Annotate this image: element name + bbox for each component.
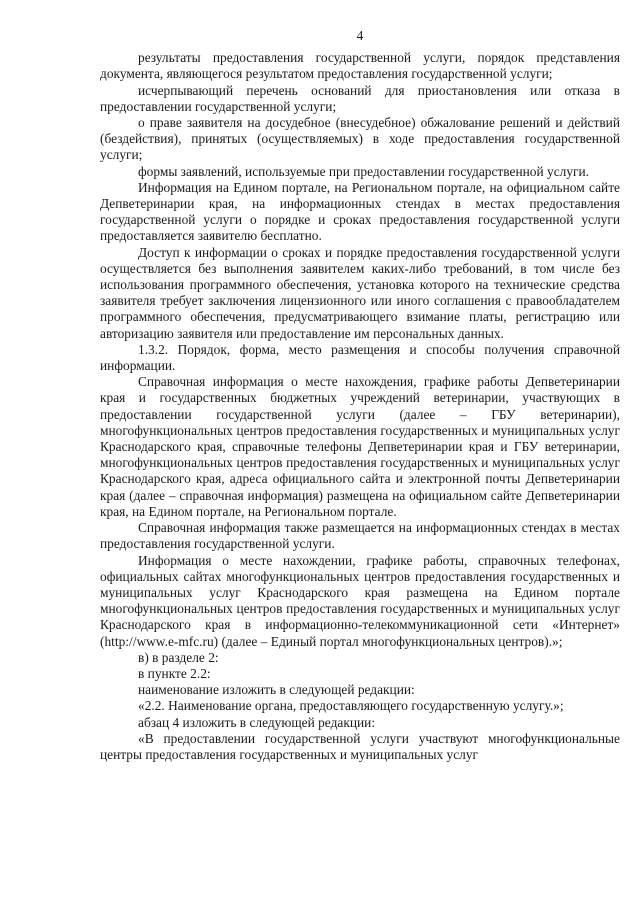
paragraph-title-edit: наименование изложить в следующей редакции: bbox=[138, 682, 415, 698]
paragraph-section-1-3-2: 1.3.2. Порядок, форма, место размещения и способы получения справочной информации. bbox=[100, 341, 620, 374]
paragraph-results: результаты предоставления государственной услуги, порядок представления документа, являющегося результатом предоставления государственной услуги; bbox=[100, 50, 620, 82]
paragraph-refusal-grounds: исчерпывающий перечень оснований для приостановления или отказа в предоставлении государственной услуги; bbox=[100, 82, 620, 114]
paragraph-reference-info: Справочная информация о месте нахождения, графике работы Депветеринарии края и государственных бюджетных учреждений ветеринарии, участвующих в предоставлении государственной услуги (далее – ГБУ ветеринарии), многофункциональных центров предоставления государственных и муниципальных услуг Краснодарского края, справочные телефоны Депветеринарии края и ГБУ ветеринарии, многофункциональных центров предоставления государственных и муниципальных услуг Краснодарского края, адреса официального сайта и электронной почты Депветеринарии края (далее – справочная информация) размещена на официальном сайте Депветеринарии края, на Едином портале, на Региональном портале. bbox=[100, 374, 620, 519]
paragraph-application-forms: формы заявлений, используемые при предоставлении государственной услуги. bbox=[138, 163, 590, 179]
page-number: 4 bbox=[356, 28, 364, 43]
paragraph-access-conditions: Доступ к информации о сроках и порядке предоставления государственной услуги осуществляется без выполнения заявителем каких-либо требований, в том числе без использования программного обеспечения, установка которого на технические средства заявителя требует заключения лицензионного или иного соглашения с правообладателем программного обеспечения, предусматривающего взимание платы, регистрацию или авторизацию заявителя или предоставление им персональных данных. bbox=[100, 244, 620, 341]
paragraph-section-2: в) в разделе 2: bbox=[138, 649, 219, 665]
paragraph-item-2-2: в пункте 2.2: bbox=[138, 665, 211, 681]
paragraph-abzac-4: абзац 4 изложить в следующей редакции: bbox=[138, 714, 376, 730]
paragraph-mfc-participation: «В предоставлении государственной услуги участвуют многофункциональные центры предоставления государственных и муниципальных услуг bbox=[100, 730, 620, 762]
document-page bbox=[100, 28, 620, 763]
paragraph-appeal-right: о праве заявителя на досудебное (внесудебное) обжалование решений и действий (бездействия), принятых (осуществляемых) в ходе предоставления государственной услуги; bbox=[100, 115, 620, 163]
paragraph-free-information: Информация на Едином портале, на Региональном портале, на официальном сайте Депветеринарии края, на информационных стендах в местах предоставления государственной услуги о порядке и сроках предоставления государственной услуги предоставляется заявителю бесплатно. bbox=[100, 179, 620, 244]
paragraph-mfc-info: Информация о месте нахождении, графике работы, справочных телефонах, официальных сайтах многофункциональных центров предоставления государственных и муниципальных услуг Краснодарского края размещена на Едином портале многофункциональных центров предоставления государственных и муниципальных услуг Краснодарского края в информационно-телекоммуникационной сети «Интернет» (http://www.e-mfc.ru) (далее – Единый портал многофункциональных центров).»; bbox=[100, 552, 620, 649]
document-body bbox=[100, 50, 620, 763]
paragraph-2-2-title: «2.2. Наименование органа, предоставляющего государственную услугу.»; bbox=[138, 698, 564, 714]
paragraph-info-stands: Справочная информация также размещается на информационных стендах в местах предоставления государственной услуги. bbox=[100, 520, 620, 552]
